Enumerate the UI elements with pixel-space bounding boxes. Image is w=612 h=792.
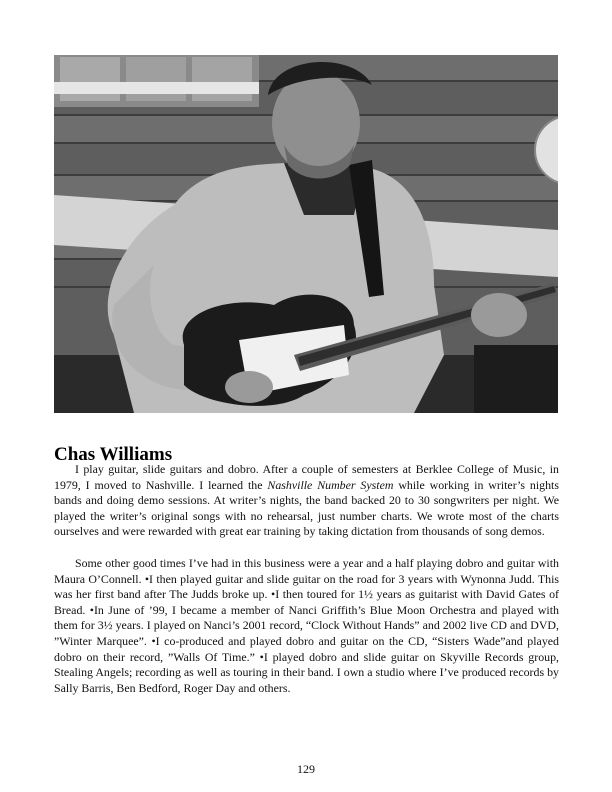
page-number: 129 [297,762,315,776]
paragraph-intro [54,462,559,540]
paragraph-intro-start: I play guitar, slide guitars and dobro. After a couple of semesters at Berklee College of Music, in 1979, I moved to Nashville. I learned the [54,462,559,492]
article-title: Chas Williams [54,444,173,465]
nashville-number-system-term: Nashville Number System [267,477,394,492]
paragraph-career: Some other good times I’ve had in this business were a year and a half playing dobro and guitar with Maura O’Connell. •I then played guitar and slide guitar on the road for 3 years with Wynonna Judd. This was her first band after The Judds broke up. •I then toured for 1½ years as guitarist with David Gates of Bread. •In June of ’99, I became a member of Nanci Griffith’s Blue Moon Orchestra and played with them for 3½ years. I played on Nanci’s 2001 record, “Clock Without Hands” and 2002 live CD and DVD, ”Winter Marquee”. •I co-produced and played dobro and guitar on the CD, “Sisters Wade”and played dobro on their record, ”Walls Of Time.” •I played dobro and slide guitar on Skyville Records group, Stealing Angels; recording as well as touring in their band. I own a studio where I’ve produced records by Sally Barris, Ben Bedford, Roger Day and others. [54,555,559,695]
paragraph-intro-end: while working in writer’s nights bands and doing demo sessions. At writer’s nights, the band backed 20 to 30 songwriters per night. We played the writer’s original songs with no rehearsal, just number charts. We wrote most of the charts ourselves and were rewarded with great ear training by taking dictation from thousands of song demos. [54,477,559,539]
guitarist-photo [54,55,558,413]
article-body [54,462,559,696]
